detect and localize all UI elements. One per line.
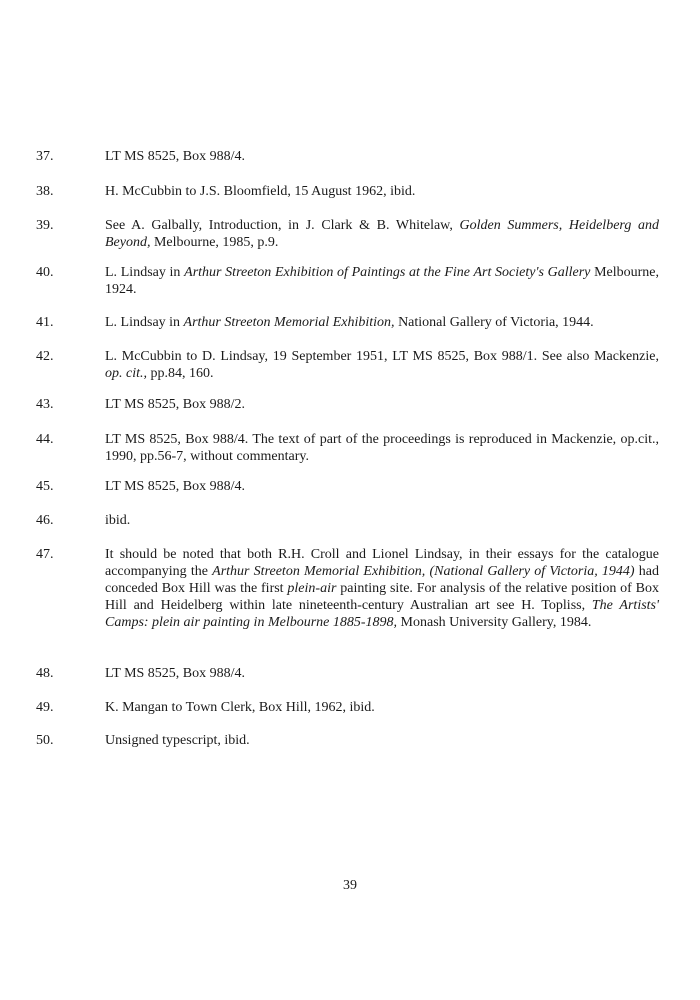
endnote-text-run: Monash University Gallery, 1984. bbox=[397, 615, 592, 630]
endnote-text-run: LT MS 8525, Box 988/4. bbox=[105, 666, 246, 681]
endnote-title-italic: The Artists' Camps: plein air painting in Melbourne 1885-1898, bbox=[105, 598, 659, 630]
endnote-text-run: Melbourne, 1924. bbox=[105, 265, 659, 297]
endnote-title-italic: Arthur Streeton Exhibition of Paintings at the Fine Art Society's Gallery bbox=[184, 265, 591, 280]
endnote-text-run: LT MS 8525, Box 988/4. The text of part of the proceedings is reproduced in Mackenzie, op.cit., 1990, pp.56-7, without commentary. bbox=[105, 432, 659, 464]
endnote-text bbox=[105, 732, 659, 749]
endnote-text-run: It should be noted that both R.H. Croll and Lionel Lindsay, in their essays for the catalogue accompanying the bbox=[105, 547, 659, 579]
endnote-text-run: Unsigned typescript, ibid. bbox=[105, 733, 250, 748]
endnote-number: 47. bbox=[36, 547, 54, 562]
endnote-number: 38. bbox=[36, 184, 54, 199]
endnote-number: 42. bbox=[36, 349, 54, 364]
endnote-text bbox=[105, 546, 659, 631]
endnote-number: 37. bbox=[36, 149, 54, 164]
endnote-text bbox=[105, 148, 659, 165]
endnote-number: 41. bbox=[36, 315, 54, 330]
endnote-number: 39. bbox=[36, 218, 54, 233]
endnote-text-run: L. McCubbin to D. Lindsay, 19 September 1951, LT MS 8525, Box 988/1. See also Mackenzie, bbox=[105, 349, 659, 364]
endnote-text-run: L. Lindsay in bbox=[105, 315, 184, 330]
endnote-text-run: National Gallery of Victoria, 1944. bbox=[394, 315, 594, 330]
endnote-title-italic: Arthur Streeton Memorial Exhibition, bbox=[183, 315, 395, 330]
endnote-number: 43. bbox=[36, 397, 54, 412]
endnote-title-italic: plein-air bbox=[287, 581, 337, 596]
endnote-text-run: L. Lindsay in bbox=[105, 265, 185, 280]
endnote-text bbox=[105, 665, 659, 682]
endnote-text bbox=[105, 478, 659, 495]
endnote-text-run: had conceded Box Hill was the first bbox=[105, 564, 659, 596]
endnote-number: 49. bbox=[36, 700, 54, 715]
endnote-text-run: LT MS 8525, Box 988/2. bbox=[105, 397, 246, 412]
endnote-text-run: H. McCubbin to J.S. Bloomfield, 15 August 1962, ibid. bbox=[105, 184, 416, 199]
endnote-number: 44. bbox=[36, 432, 54, 447]
endnote-title-italic: Golden Summers, Heidelberg and Beyond, bbox=[105, 218, 659, 250]
endnote-text bbox=[105, 431, 659, 465]
endnote-title-italic: Arthur Streeton Memorial Exhibition, (National Gallery of Victoria, 1944) bbox=[212, 564, 635, 579]
endnote-text bbox=[105, 396, 659, 413]
endnote-text bbox=[105, 264, 659, 298]
endnote-text bbox=[105, 314, 659, 331]
endnote-text-run: LT MS 8525, Box 988/4. bbox=[105, 149, 246, 164]
endnote-text bbox=[105, 512, 659, 529]
endnote-text-run: ibid. bbox=[105, 513, 131, 528]
endnote-number: 46. bbox=[36, 513, 54, 528]
endnote-text bbox=[105, 699, 659, 716]
endnote-text-run: painting site. For analysis of the relative position of Box Hill and Heidelberg within late nineteenth-century Australian art see H. Topliss, bbox=[105, 581, 660, 613]
endnote-number: 50. bbox=[36, 733, 54, 748]
endnote-title-italic: op. cit., bbox=[105, 366, 147, 381]
page-number: 39 bbox=[343, 878, 357, 893]
endnote-text bbox=[105, 348, 659, 382]
endnote-text bbox=[105, 183, 659, 200]
endnote-text-run: K. Mangan to Town Clerk, Box Hill, 1962, ibid. bbox=[105, 700, 375, 715]
endnote-text-run: pp.84, 160. bbox=[147, 366, 214, 381]
endnote-number: 40. bbox=[36, 265, 54, 280]
endnote-text-run: See A. Galbally, Introduction, in J. Clark & B. Whitelaw, bbox=[105, 218, 460, 233]
endnote-text bbox=[105, 217, 659, 251]
endnote-text-run: Melbourne, 1985, p.9. bbox=[150, 235, 279, 250]
endnote-text-run: LT MS 8525, Box 988/4. bbox=[105, 479, 246, 494]
endnote-number: 48. bbox=[36, 666, 54, 681]
endnote-number: 45. bbox=[36, 479, 54, 494]
